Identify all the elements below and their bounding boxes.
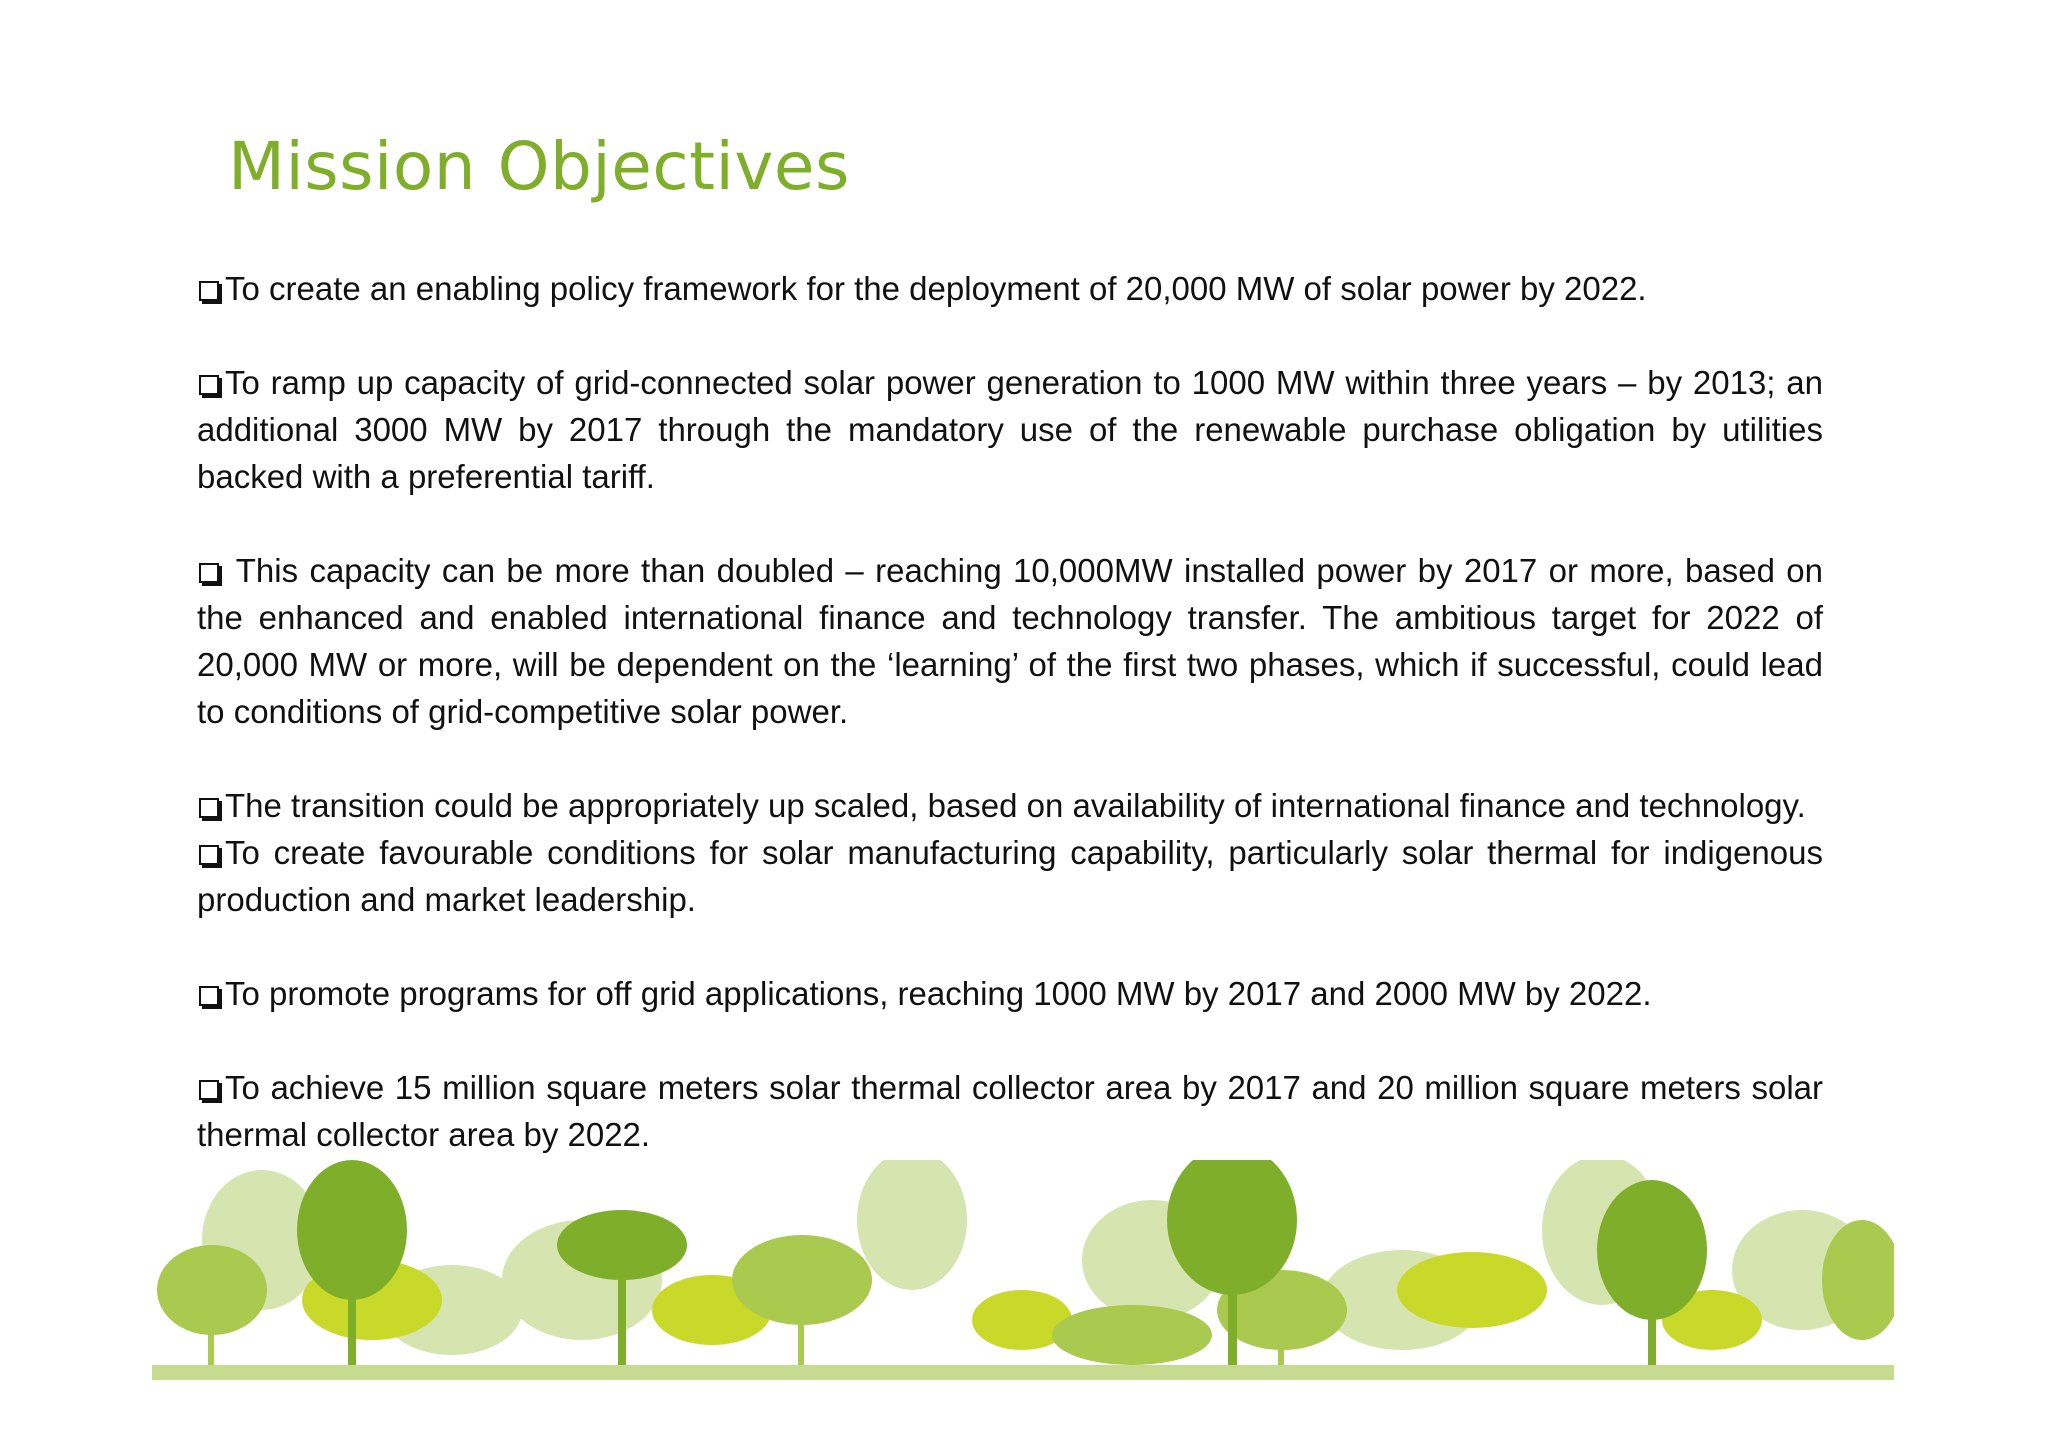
checkbox-bullet-icon xyxy=(199,375,219,395)
checkbox-bullet-icon xyxy=(199,281,219,301)
checkbox-bullet-icon xyxy=(199,986,219,1006)
list-item xyxy=(197,970,1823,1017)
list-item xyxy=(197,1064,1823,1158)
list-item xyxy=(197,265,1823,312)
list-item-text: To achieve 15 million square meters solar thermal collector area by 2017 and 20 million square meters solar thermal collector area by 2022. xyxy=(197,1069,1823,1153)
checkbox-bullet-icon xyxy=(199,845,219,865)
list-item-text: To create favourable conditions for solar manufacturing capability, particularly solar thermal for indigenous production and market leadership. xyxy=(197,834,1823,918)
list-item xyxy=(197,782,1823,829)
list-item xyxy=(197,547,1823,735)
list-item-text: This capacity can be more than doubled – reaching 10,000MW installed power by 2017 or more, based on the enhanced and enabled international finance and technology transfer. The ambitious target for 2022 of 20,000 MW or more, will be dependent on the ‘learning’ of the first two phases, which if successful, could lead to conditions of grid-competitive solar power. xyxy=(197,552,1823,730)
checkbox-bullet-icon xyxy=(199,563,219,583)
list-item-text: To create an enabling policy framework for the deployment of 20,000 MW of solar power by 2022. xyxy=(225,270,1647,307)
list-item xyxy=(197,359,1823,500)
checkbox-bullet-icon xyxy=(199,1080,219,1100)
objectives-list xyxy=(197,265,1823,1158)
tree-row-illustration-icon xyxy=(152,1160,1894,1380)
list-item-text: To promote programs for off grid applications, reaching 1000 MW by 2017 and 2000 MW by 2022. xyxy=(225,975,1652,1012)
list-item-text: To ramp up capacity of grid-connected solar power generation to 1000 MW within three years – by 2013; an additional 3000 MW by 2017 through the mandatory use of the renewable purchase obligation by utilities backed with a preferential tariff. xyxy=(197,364,1823,495)
checkbox-bullet-icon xyxy=(199,798,219,818)
slide-title: Mission Objectives xyxy=(228,128,850,205)
list-item xyxy=(197,829,1823,923)
list-item-text: The transition could be appropriately up scaled, based on availability of international finance and technology. xyxy=(225,787,1806,824)
